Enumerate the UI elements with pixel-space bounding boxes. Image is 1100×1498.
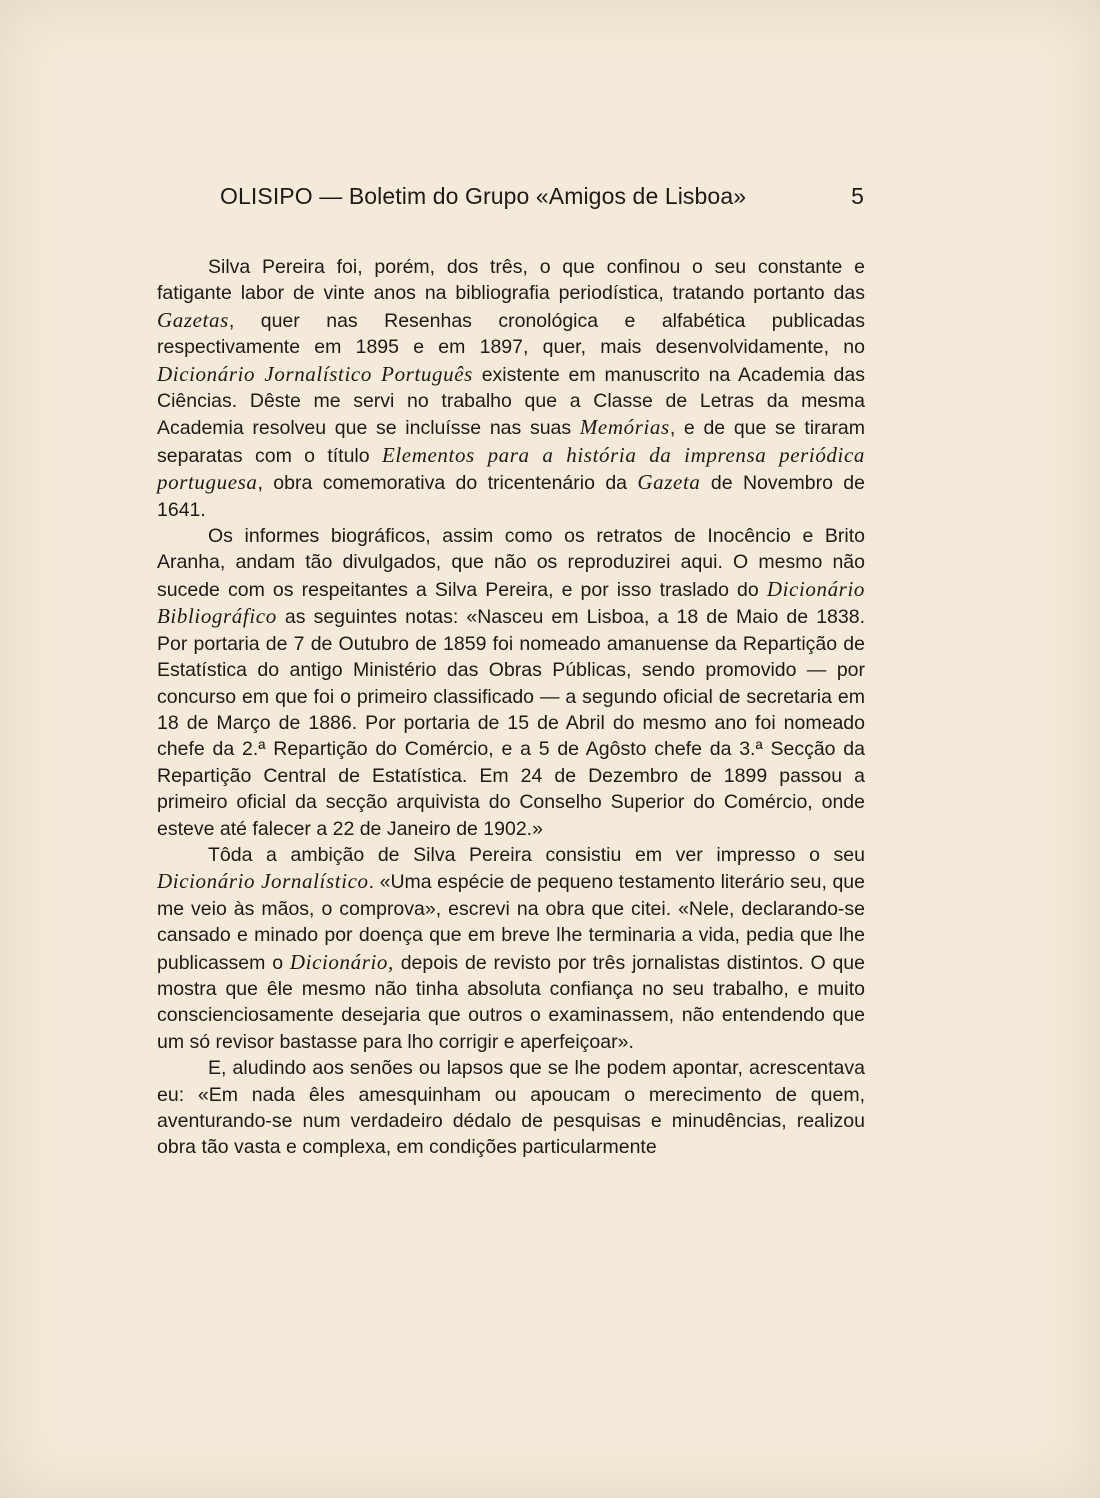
paragraph-text: Tôda a ambição de Silva Pereira consistiu em ver impresso o seu — [208, 843, 865, 866]
italic-title-text: Gazeta — [637, 470, 701, 495]
paragraph-text: , obra comemorativa do tricentenário da — [257, 472, 638, 495]
paragraph-text: Silva Pereira foi, porém, dos três, o que confinou o seu constante e fatigante labor de vinte anos na bibliografia periodística, tratando portanto das — [157, 256, 865, 305]
paragraph-text: as seguintes notas: «Nasceu em Lisboa, a 18 de Maio de 1838. Por portaria de 7 de Outubro de 1859 foi nomeado amanuense da Repartição de Estatística do antigo Ministério das Obras Públicas, sendo promovido — por concurso em que foi o primeiro classificado — a segundo oficial de secretaria em 18 de Março de 1886. Por portaria de 15 de Abril do mesmo ano foi nomeado chefe da 2.ª Repartição do Comércio, e a 5 de Agôsto chefe da 3.ª Secção da Repartição Central de Estatística. Em 24 de Dezembro de 1899 passou a primeiro oficial da secção arquivista do Conselho Superior do Comércio, onde esteve até falecer a 22 de Janeiro de 1902.» — [157, 606, 865, 840]
paragraph — [157, 842, 865, 1055]
paragraph — [157, 523, 865, 842]
paragraph-text: , quer nas Resenhas cronológica e alfabética publicadas respectivamente em 1895 e em 1897, quer, mais desenvolvidamente, no — [157, 309, 865, 359]
italic-title-text: Dicionário Jornalístico — [157, 869, 369, 894]
body-text — [157, 254, 865, 1161]
italic-title-text: Dicionário Jornalístico Português — [157, 361, 473, 386]
paragraph-text: . «Uma espécie de pequeno testamento literário seu, que me veio às mãos, o comprova», escrevi na obra que citei. «Nele, declarando-se cansado e minado por doença que em breve lhe terminaria a vida, pedia que lhe publicassem o — [157, 871, 865, 974]
italic-title-text: Dicionário Bibliográfico — [157, 576, 865, 629]
paragraph-text: E, aludindo aos senões ou lapsos que se lhe podem apontar, acrescentava eu: «Em nada êles amesquinham ou apoucam o merecimento de quem, aventurando-se num verdadeiro dédalo de pesquisas e minudências, realizou obra tão vasta e complexa, em condições particularmente — [157, 1057, 865, 1159]
paragraph-text: , e de que se tiraram separatas com o título — [157, 417, 865, 467]
page-number: 5 — [851, 183, 864, 209]
italic-title-text: Gazetas — [157, 307, 229, 332]
paragraph — [157, 1055, 865, 1161]
italic-title-text: Dicionário, — [289, 949, 394, 974]
italic-title-text: Elementos para a história da imprensa periódica portuguesa — [157, 442, 865, 495]
paragraph — [157, 254, 865, 523]
running-header — [220, 183, 864, 219]
italic-title-text: Memórias — [579, 415, 670, 440]
header-title: OLISIPO — Boletim do Grupo «Amigos de Lisboa» — [220, 183, 747, 209]
paragraph-text: Os informes biográficos, assim como os retratos de Inocêncio e Brito Aranha, andam tão divulgados, que não os reproduzirei aqui. O mesmo não sucede com os respeitantes a Silva Pereira, e por isso traslado do — [157, 525, 865, 601]
paragraph-text: depois de revisto por três jornalistas distintos. O que mostra que êle mesmo não tinha absoluta confiança no seu trabalho, e muito conscienciosamente desejaria que outros o examinassem, não entendendo que um só revisor bastasse para lho corrigir e aperfeiçoar». — [157, 951, 865, 1053]
paragraph-text: existente em manuscrito na Academia das Ciências. Dêste me servi no trabalho que a Classe de Letras da mesma Academia resolveu que se incluísse nas suas — [157, 363, 865, 440]
paragraph-text: de Novembro de 1641. — [157, 472, 865, 521]
